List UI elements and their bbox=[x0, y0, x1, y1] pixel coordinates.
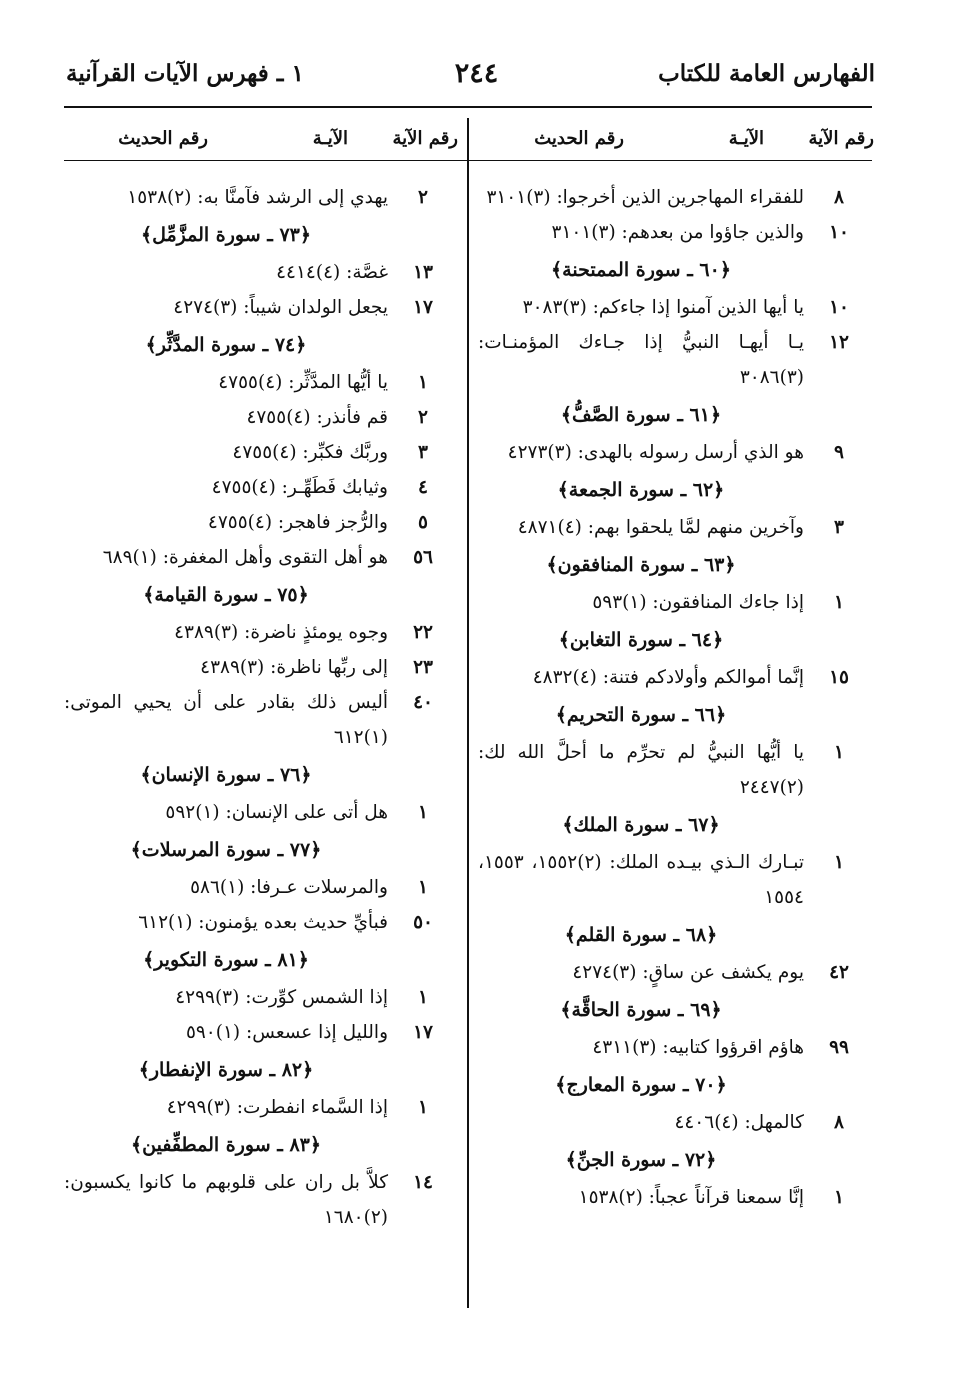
left-column-header bbox=[64, 118, 458, 162]
verse-text-with-hadith-ref: يجعل الولدان شيباً: (٣)٤٢٧٤ bbox=[173, 297, 388, 318]
surah-heading: ﴿٦٩ ـ سورة الحاقَّة﴾ bbox=[560, 999, 722, 1021]
column-header-hadith-number: رقم الحديث bbox=[118, 128, 208, 149]
surah-heading: ﴿٧٢ ـ سورة الجنِّ﴾ bbox=[565, 1149, 717, 1171]
surah-heading: ﴿٧٥ ـ سورة القيامة﴾ bbox=[143, 584, 309, 606]
index-entry bbox=[64, 685, 458, 755]
verse-text-with-hadith-ref: وربَّك فكبِّر: (٤)٤٧٥٥ bbox=[232, 442, 388, 463]
verse-text-with-hadith-ref: أليس ذلك بقادر على أن يحيي الموتى: (١)٦١٢ bbox=[64, 692, 388, 748]
verse-number: ١٠ bbox=[829, 297, 849, 318]
verse-text-with-hadith-ref: تبـارك الـذي بيـده الملك: (٢)١٥٥٢، ١٥٥٣، ١٥٥٤ bbox=[478, 852, 805, 908]
verse-text-with-hadith-ref: إذا جاءك المنافقون: (١)٥٩٣ bbox=[592, 592, 804, 613]
verse-text-with-hadith-ref: كلاَّ بل ران على قلوبهم ما كانوا يكسبون: (٢)١٦٨٠ bbox=[64, 1172, 388, 1228]
index-entry bbox=[64, 795, 458, 830]
running-title: الفهارس العامة للكتاب bbox=[658, 60, 875, 87]
section-title: ١ ـ فهرس الآيات القرآنية bbox=[66, 60, 304, 87]
surah-heading: ﴿٦٨ ـ سورة القلم﴾ bbox=[564, 924, 718, 946]
surah-heading: ﴿٦٣ ـ سورة المنافقون﴾ bbox=[546, 554, 736, 576]
column-header-verse-number: رقم الآية bbox=[392, 128, 458, 149]
column-header-verse: الآيـة bbox=[728, 128, 764, 149]
index-entry bbox=[64, 1090, 458, 1125]
verse-number: ١ bbox=[834, 592, 844, 613]
surah-heading: ﴿٦٠ ـ سورة الممتحنة﴾ bbox=[551, 259, 731, 281]
index-entry bbox=[478, 180, 874, 215]
index-entry bbox=[64, 1015, 458, 1050]
verse-number: ١ bbox=[834, 852, 844, 873]
surah-heading: ﴿٨٢ ـ سورة الإنفطار﴾ bbox=[138, 1059, 314, 1081]
index-entry bbox=[64, 470, 458, 505]
verse-number: ١ bbox=[418, 877, 428, 898]
column-divider bbox=[467, 118, 469, 1308]
verse-text-with-hadith-ref: إذا السَّماء انفطرت: (٣)٤٢٩٩ bbox=[166, 1097, 388, 1118]
verse-text-with-hadith-ref: هل أتى على الإنسان: (١)٥٩٢ bbox=[165, 802, 388, 823]
surah-heading: ﴿٧٧ ـ سورة المرسلات﴾ bbox=[130, 839, 322, 861]
verse-number: ٢ bbox=[418, 187, 428, 208]
surah-heading: ﴿٧٤ ـ سورة المدَّثِّر﴾ bbox=[145, 334, 307, 356]
index-entry bbox=[478, 735, 874, 805]
header-rule bbox=[64, 106, 872, 108]
page-number: ٢٤٤ bbox=[454, 58, 499, 89]
verse-number: ١ bbox=[418, 802, 428, 823]
index-entry bbox=[64, 870, 458, 905]
left-column bbox=[64, 118, 458, 1235]
column-header-verse-number: رقم الآية bbox=[808, 128, 874, 149]
index-entry bbox=[64, 980, 458, 1015]
verse-number: ١ bbox=[418, 1097, 428, 1118]
verse-text-with-hadith-ref: فبأيِّ حديث بعده يؤمنون: (١)٦١٢ bbox=[138, 912, 388, 933]
surah-heading: ﴿٦٧ ـ سورة الملك﴾ bbox=[562, 814, 720, 836]
surah-heading: ﴿٦٢ ـ سورة الجمعة﴾ bbox=[557, 479, 725, 501]
verse-number: ١ bbox=[834, 1187, 844, 1208]
index-entry bbox=[478, 215, 874, 250]
surah-heading: ﴿٧٦ ـ سورة الإنسان﴾ bbox=[140, 764, 312, 786]
left-entries bbox=[64, 180, 458, 1235]
index-entry bbox=[478, 325, 874, 395]
verse-text-with-hadith-ref: هو أهل التقوى وأهل المغفرة: (١)٦٨٩ bbox=[102, 547, 388, 568]
index-entry bbox=[64, 905, 458, 940]
verse-text-with-hadith-ref: يا أيُّها النبيُّ لم تحرِّم ما أحلَّ الله لك: (٢)٢٤٤٧ bbox=[478, 742, 804, 798]
verse-text-with-hadith-ref: وثيابك فَطَهِّـر: (٤)٤٧٥٥ bbox=[211, 477, 388, 498]
index-entry bbox=[478, 1180, 874, 1215]
verse-number: ٩ bbox=[834, 442, 844, 463]
index-entry bbox=[64, 365, 458, 400]
surah-heading: ﴿٦١ ـ سورة الصَّفُّ﴾ bbox=[560, 404, 722, 426]
index-entry bbox=[478, 585, 874, 620]
index-entry bbox=[478, 955, 874, 990]
index-entry bbox=[64, 435, 458, 470]
verse-number: ١٣ bbox=[413, 262, 433, 283]
surah-heading: ﴿٨١ ـ سورة التكوير﴾ bbox=[143, 949, 309, 971]
verse-text-with-hadith-ref: للفقراء المهاجرين الذين أخرجوا: (٣)٣١٠١ bbox=[486, 187, 804, 208]
index-entry bbox=[478, 1105, 874, 1140]
verse-number: ٥٠ bbox=[413, 912, 433, 933]
verse-number: ١٧ bbox=[413, 1022, 433, 1043]
index-entry bbox=[64, 540, 458, 575]
verse-text-with-hadith-ref: والرُّجز فاهجر: (٤)٤٧٥٥ bbox=[207, 512, 388, 533]
verse-text-with-hadith-ref: كالمهل: (٤)٤٤٠٦ bbox=[674, 1112, 804, 1133]
index-entry bbox=[478, 290, 874, 325]
verse-number: ٢٢ bbox=[413, 622, 433, 643]
verse-number: ٤٠ bbox=[413, 692, 433, 713]
verse-text-with-hadith-ref: وجوه يومئذٍ ناضرة: (٣)٤٣٨٩ bbox=[174, 622, 388, 643]
verse-number: ٣ bbox=[834, 517, 844, 538]
surah-heading: ﴿٦٦ ـ سورة التحريم﴾ bbox=[555, 704, 727, 726]
verse-number: ١٤ bbox=[413, 1172, 433, 1193]
verse-text-with-hadith-ref: إنَّما أموالكم وأولادكم فتنة: (٤)٤٨٣٢ bbox=[532, 667, 804, 688]
index-entry bbox=[64, 400, 458, 435]
verse-text-with-hadith-ref: والذين جاؤوا من بعدهم: (٣)٣١٠١ bbox=[551, 222, 804, 243]
index-entry bbox=[478, 510, 874, 545]
verse-text-with-hadith-ref: وآخرين منهم لمَّا يلحقوا بهم: (٤)٤٨٧١ bbox=[517, 517, 804, 538]
verse-text-with-hadith-ref: غصَّة: (٤)٤٤١٤ bbox=[276, 262, 388, 283]
verse-text-with-hadith-ref: قم فأنذر: (٤)٤٧٥٥ bbox=[246, 407, 388, 428]
verse-number: ١٢ bbox=[829, 332, 849, 353]
verse-number: ٤ bbox=[418, 477, 428, 498]
verse-number: ٨ bbox=[834, 187, 844, 208]
verse-number: ٣ bbox=[418, 442, 428, 463]
verse-text-with-hadith-ref: والمرسلات عـرفا: (١)٥٨٦ bbox=[190, 877, 388, 898]
verse-text-with-hadith-ref: هاؤم اقرؤوا كتابيه: (٣)٤٣١١ bbox=[592, 1037, 804, 1058]
index-entry bbox=[478, 660, 874, 695]
verse-number: ٢ bbox=[418, 407, 428, 428]
index-entry bbox=[478, 845, 874, 915]
verse-number: ١ bbox=[834, 742, 844, 763]
verse-text-with-hadith-ref: يوم يكشف عن ساقٍ: (٣)٤٢٧٤ bbox=[572, 962, 804, 983]
index-entry bbox=[64, 180, 458, 215]
verse-text-with-hadith-ref: هو الذي أرسل رسوله بالهدى: (٣)٤٢٧٣ bbox=[507, 442, 804, 463]
verse-number: ٤٢ bbox=[829, 962, 849, 983]
surah-heading: ﴿٦٤ ـ سورة التغابن﴾ bbox=[558, 629, 724, 651]
column-header-hadith-number: رقم الحديث bbox=[534, 128, 624, 149]
surah-heading: ﴿٧٣ ـ سورة المزَّمِّل﴾ bbox=[140, 224, 312, 246]
column-header-verse: الآيـة bbox=[312, 128, 348, 149]
verse-text-with-hadith-ref: إنَّا سمعنا قرآناً عجباً: (٢)١٥٣٨ bbox=[578, 1187, 804, 1208]
right-entries bbox=[478, 180, 874, 1215]
index-entry bbox=[64, 255, 458, 290]
right-column-header bbox=[478, 118, 874, 162]
verse-text-with-hadith-ref: يـا أيهـا النبيُّ إذا جـاءك المؤمنـات: (٣)٣٠٨٦ bbox=[478, 332, 804, 388]
index-entry bbox=[478, 1030, 874, 1065]
verse-number: ١٠ bbox=[829, 222, 849, 243]
verse-text-with-hadith-ref: والليل إذا عسعس: (١)٥٩٠ bbox=[185, 1022, 388, 1043]
verse-number: ١ bbox=[418, 372, 428, 393]
index-entry bbox=[64, 615, 458, 650]
surah-heading: ﴿٨٣ ـ سورة المطفِّفين﴾ bbox=[130, 1134, 322, 1156]
verse-text-with-hadith-ref: يا أيها الذين آمنوا إذا جاءكم: (٣)٣٠٨٣ bbox=[522, 297, 804, 318]
verse-number: ١٧ bbox=[413, 297, 433, 318]
verse-number: ٥٦ bbox=[413, 547, 433, 568]
verse-number: ٨ bbox=[834, 1112, 844, 1133]
verse-text-with-hadith-ref: يا أيُّها المدَّثِّر: (٤)٤٧٥٥ bbox=[218, 372, 388, 393]
index-entry bbox=[478, 435, 874, 470]
verse-text-with-hadith-ref: إلى ربِّها ناظرة: (٣)٤٣٨٩ bbox=[200, 657, 388, 678]
index-entry bbox=[64, 1165, 458, 1235]
verse-number: ١٥ bbox=[829, 667, 849, 688]
verse-text-with-hadith-ref: إذا الشمس كوِّرت: (٣)٤٢٩٩ bbox=[175, 987, 388, 1008]
verse-number: ٢٣ bbox=[413, 657, 433, 678]
surah-heading: ﴿٧٠ ـ سورة المعارج﴾ bbox=[555, 1074, 727, 1096]
right-column bbox=[478, 118, 874, 1215]
verse-number: ٩٩ bbox=[829, 1037, 849, 1058]
index-entry bbox=[64, 290, 458, 325]
verse-number: ١ bbox=[418, 987, 428, 1008]
index-entry bbox=[64, 650, 458, 685]
index-entry bbox=[64, 505, 458, 540]
verse-text-with-hadith-ref: يهدي إلى الرشد فآمنَّا به: (٢)١٥٣٨ bbox=[127, 187, 388, 208]
verse-number: ٥ bbox=[418, 512, 428, 533]
